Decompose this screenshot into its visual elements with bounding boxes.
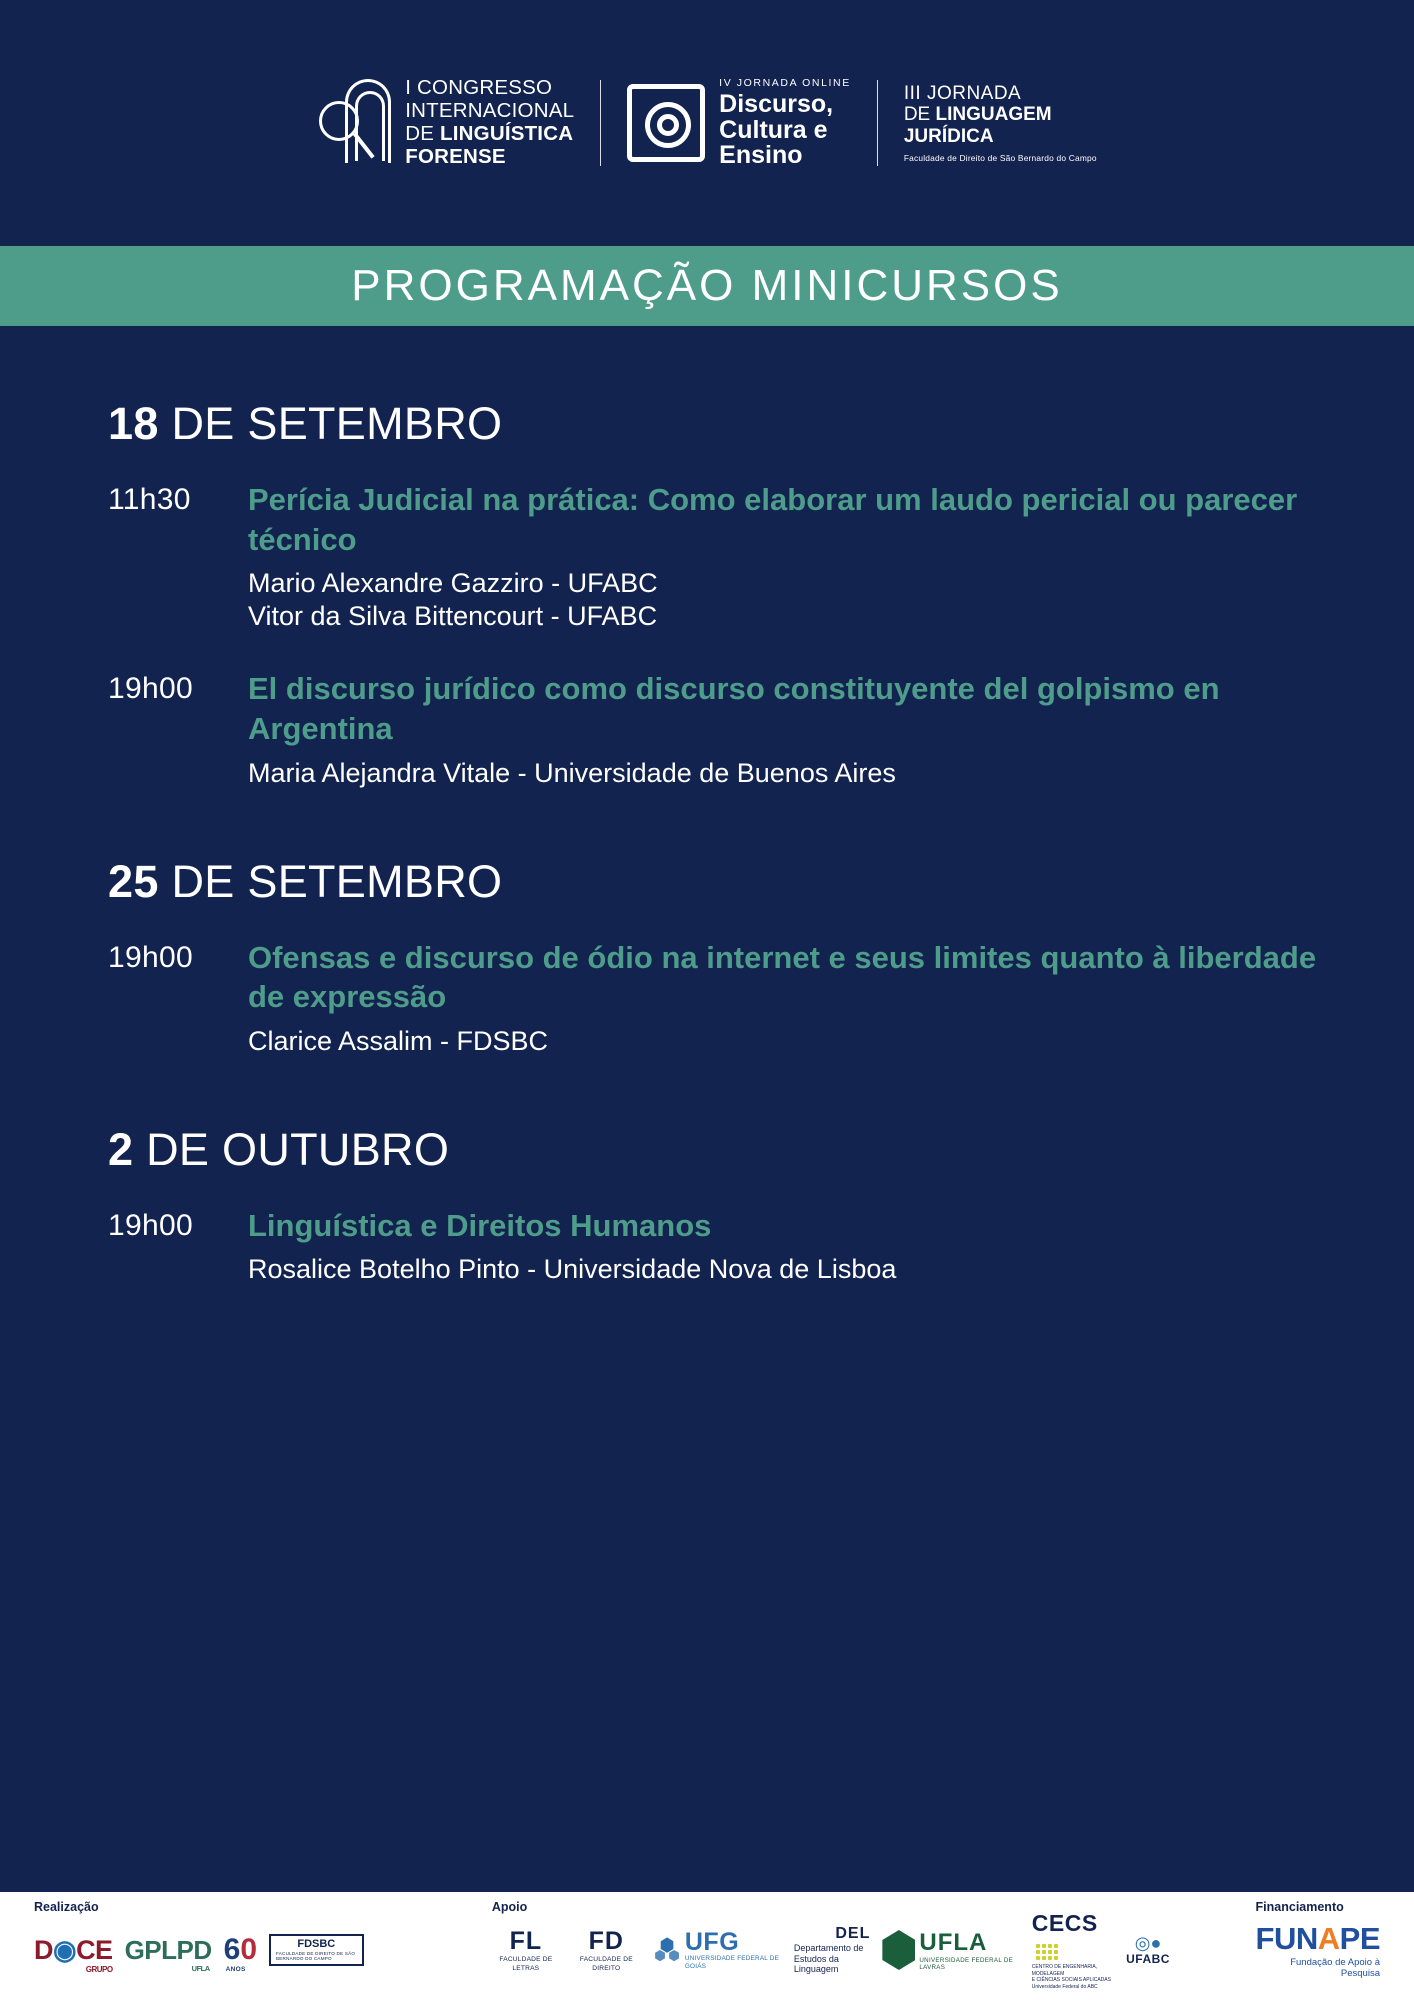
fd-logo xyxy=(572,1927,641,1972)
jornada-line2: DE LINGUAGEM xyxy=(903,104,1052,126)
cecs-logo xyxy=(1032,1910,1114,1990)
session-row xyxy=(108,480,1318,633)
ufg-name: UFG xyxy=(684,1927,740,1956)
logo-congresso xyxy=(291,75,600,171)
discurso-line2: Cultura e xyxy=(719,115,828,144)
session-row xyxy=(108,938,1318,1058)
dice-sub: GRUPO xyxy=(85,1964,113,1974)
session-speaker: Vitor da Silva Bittencourt - UFABC xyxy=(248,601,658,632)
session-speaker: Clarice Assalim - FDSBC xyxy=(248,1025,549,1056)
session-time: 19h00 xyxy=(108,672,193,706)
day-heading: 25 DE SETEMBRO xyxy=(108,855,503,907)
ufla-text xyxy=(919,1929,1019,1971)
ufla-mark-icon xyxy=(882,1930,915,1970)
ufabc-logo xyxy=(1126,1934,1170,1966)
funape-logo xyxy=(1256,1921,1380,1979)
session-time: 19h00 xyxy=(108,1208,193,1242)
hexagon-icon xyxy=(653,1933,681,1967)
page-title: PROGRAMAÇÃO MINICURSOS xyxy=(351,261,1063,310)
discurso-line3: Ensino xyxy=(719,141,803,170)
dice-text: D◉CE xyxy=(34,1934,113,1965)
ufla-sub: UNIVERSIDADE FEDERAL DE LAVRAS xyxy=(919,1957,1014,1971)
footer-apoio xyxy=(491,1900,1170,1990)
ufabc-name: UFABC xyxy=(1126,1952,1170,1966)
session-speaker: Maria Alejandra Vitale - Universidade de Buenos Aires xyxy=(248,757,896,788)
logo-divider-2 xyxy=(877,80,878,166)
cecs-dots-icon xyxy=(1036,1944,1058,1960)
footer-sponsors xyxy=(0,1892,1414,2000)
fd-text: FD xyxy=(588,1927,624,1956)
dice-logo xyxy=(34,1934,113,1974)
gplpd-sub: UFLA xyxy=(191,1963,210,1973)
fdsbc-sub: FACULDADE DE DIREITO DE SÃO BERNARDO DO CAMPO xyxy=(276,1950,356,1961)
fl-logo xyxy=(492,1927,560,1972)
ufla-logo xyxy=(882,1929,1019,1971)
session-row xyxy=(108,669,1318,789)
session-row xyxy=(108,1206,1318,1287)
cecs-name: CECS xyxy=(1032,1910,1114,1964)
apoio-logos xyxy=(492,1910,1170,1990)
at-symbol-icon xyxy=(627,84,705,162)
ufg-logo xyxy=(653,1927,782,1971)
ufg-sub: UNIVERSIDADE FEDERAL DE GOIÁS xyxy=(684,1954,780,1970)
fl-sub: FACULDADE DE LETRAS xyxy=(499,1956,553,1972)
footer-financiamento xyxy=(1256,1900,1380,1982)
logo-jornada xyxy=(878,83,1123,164)
session-speaker: Rosalice Botelho Pinto - Universidade Nova de Lisboa xyxy=(248,1254,897,1285)
congresso-line2: INTERNACIONAL xyxy=(405,99,575,123)
logo-jornada-text xyxy=(904,83,1097,164)
fingerprint-magnifier-icon xyxy=(317,75,391,171)
cecs-sub1: CENTRO DE ENGENHARIA, MODELAGEM xyxy=(1031,1964,1098,1977)
realizacao-label: Realização xyxy=(34,1900,99,1914)
day-block xyxy=(108,398,1318,790)
del-sub2: Estudos da Linguagem xyxy=(793,1953,839,1975)
logo-discurso-text xyxy=(719,77,851,169)
ufla-name: UFLA xyxy=(919,1929,988,1956)
session-body xyxy=(248,938,1318,1058)
realizacao-logos xyxy=(34,1918,364,1982)
fdsbc-logo xyxy=(269,1934,364,1966)
day-block xyxy=(108,1124,1318,1287)
gplpd-text: GPLPD xyxy=(124,1934,212,1965)
cecs-sub2: E CIÊNCIAS SOCIAIS APLICADAS xyxy=(1031,1977,1111,1983)
day-heading: 18 DE SETEMBRO xyxy=(108,398,503,449)
footer-realizacao xyxy=(34,1900,364,1982)
day-block xyxy=(108,856,1318,1058)
session-title: Linguística e Direitos Humanos xyxy=(248,1207,712,1243)
del-sub1: Departamento de xyxy=(793,1942,864,1953)
gplpd-logo xyxy=(124,1934,212,1973)
schedule-list xyxy=(0,326,1414,1892)
header-logos xyxy=(0,0,1414,246)
session-title: Ofensas e discurso de ódio na internet e seus limites quanto à liberdade de expressão xyxy=(248,939,1317,1015)
jornada-line3: JURÍDICA xyxy=(903,126,994,148)
del-name: DEL xyxy=(835,1924,871,1942)
congresso-line1: I CONGRESSO xyxy=(405,76,553,100)
jornada-line1: III JORNADA xyxy=(903,82,1022,104)
ufg-text xyxy=(684,1927,782,1971)
session-title: Perícia Judicial na prática: Como elaborar um laudo pericial ou parecer técnico xyxy=(248,482,1298,557)
logo-congresso-text xyxy=(405,77,574,169)
discurso-line1: Discurso, xyxy=(719,90,834,119)
funape-name: FUNAPE xyxy=(1255,1921,1380,1956)
session-time: 19h00 xyxy=(108,940,193,974)
fd-sub: FACULDADE DE DIREITO xyxy=(579,1956,633,1972)
fl-text: FL xyxy=(509,1927,543,1956)
apoio-label: Apoio xyxy=(491,1900,528,1914)
cecs-sub3: Universidade Federal do ABC xyxy=(1031,1983,1098,1990)
fdsbc-text: FDSBC xyxy=(297,1937,336,1950)
session-title: El discurso jurídico como discurso constituyente del golpismo en Argentina xyxy=(248,671,1220,746)
logo-discurso xyxy=(601,77,877,169)
sixty-years-logo xyxy=(223,1933,258,1973)
del-logo xyxy=(794,1925,870,1975)
financiamento-logos xyxy=(1256,1918,1380,1982)
discurso-top: IV JORNADA ONLINE xyxy=(719,77,851,90)
sixty-sub: ANOS xyxy=(225,1966,246,1973)
session-body xyxy=(248,669,1318,789)
session-body xyxy=(248,1206,1318,1287)
financiamento-label: Financiamento xyxy=(1255,1900,1344,1914)
ufabc-mark-icon: ◎● xyxy=(1134,1933,1162,1953)
logo-divider-1 xyxy=(600,80,601,166)
session-time: 11h30 xyxy=(108,483,191,516)
session-speaker: Mario Alexandre Gazziro - UFABC xyxy=(248,568,658,599)
title-bar xyxy=(0,246,1414,326)
day-heading: 2 DE OUTUBRO xyxy=(108,1123,450,1175)
session-body xyxy=(248,480,1318,633)
sixty-text: 60 xyxy=(223,1933,258,1966)
congresso-line4: FORENSE xyxy=(405,144,506,168)
funape-sub: Fundação de Apoio à Pesquisa xyxy=(1290,1957,1380,1979)
logo-row xyxy=(291,75,1122,171)
congresso-line3: DE LINGUÍSTICA xyxy=(405,122,574,145)
jornada-sub: Faculdade de Direito de São Bernardo do Campo xyxy=(903,152,1097,163)
